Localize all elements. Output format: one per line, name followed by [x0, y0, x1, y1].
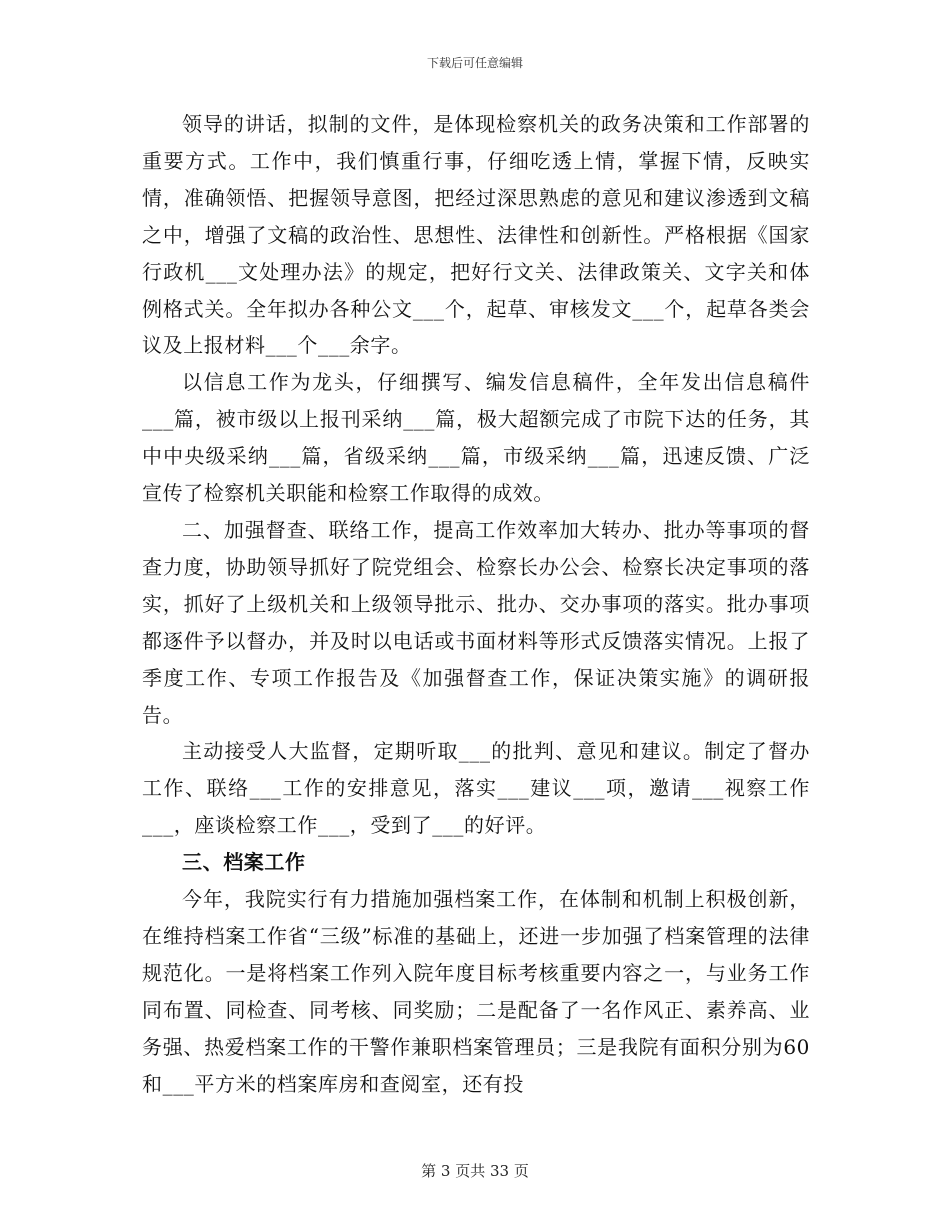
paragraph: 今年，我院实行有力措施加强档案工作，在体制和机制上积极创新，在维持档案工作省“三级”标准的基础上，还进一步加强了档案管理的法律规范化。一是将档案工作列入院年度目标考核重要内容之一，与业务工作同布置、同检查、同考核、同奖励；二是配备了一名作风正、素养高、业务强、热爱档案工作的干警作兼职档案管理员；三是我院有面积分别为60和___平方米的档案库房和查阅室，还有投 — [142, 887, 810, 1096]
paragraph: 领导的讲话，拟制的文件，是体现检察机关的政务决策和工作部署的重要方式。工作中，我们慎重行事，仔细吃透上情，掌握下情，反映实情，准确领悟、把握领导意图，把经过深思熟虑的意见和建议渗透到文稿之中，增强了文稿的政治性、思想性、法律性和创新性。严格根据《国家行政机___文处理办法》的规定，把好行文关、法律政策关、文字关和体例格式关。全年拟办各种公文___个，起草、审核发文___个，起草各类会议及上报材料___个___余字。 — [142, 112, 810, 358]
paragraph: 以信息工作为龙头，仔细撰写、编发信息稿件，全年发出信息稿件___篇，被市级以上报刊采纳___篇，极大超额完成了市院下达的任务，其中中央级采纳___篇，省级采纳___篇，市级采纳___篇，迅速反馈、广泛宣传了检察机关职能和检察工作取得的成效。 — [142, 370, 810, 506]
paragraph: 主动接受人大监督，定期听取___的批判、意见和建议。制定了督办工作、联络___工作的安排意见，落实___建议___项，邀请___视察工作___，座谈检察工作___，受到了___的好评。 — [142, 739, 810, 838]
section-heading: 三、档案工作 — [182, 850, 306, 875]
paragraph: 二、加强督查、联络工作，提高工作效率加大转办、批办等事项的督查力度，协助领导抓好了院党组会、检察长办公会、检察长决定事项的落实，抓好了上级机关和上级领导批示、批办、交办事项的落实。批办事项都逐件予以督办，并及时以电话或书面材料等形式反馈落实情况。上报了季度工作、专项工作报告及《加强督查工作，保证决策实施》的调研报告。 — [142, 517, 810, 727]
document-body — [142, 106, 810, 1102]
page-number-footer: 第 3 页共 33 页 — [421, 1162, 529, 1180]
page-header-note: 下载后可任意编辑 — [426, 56, 523, 70]
